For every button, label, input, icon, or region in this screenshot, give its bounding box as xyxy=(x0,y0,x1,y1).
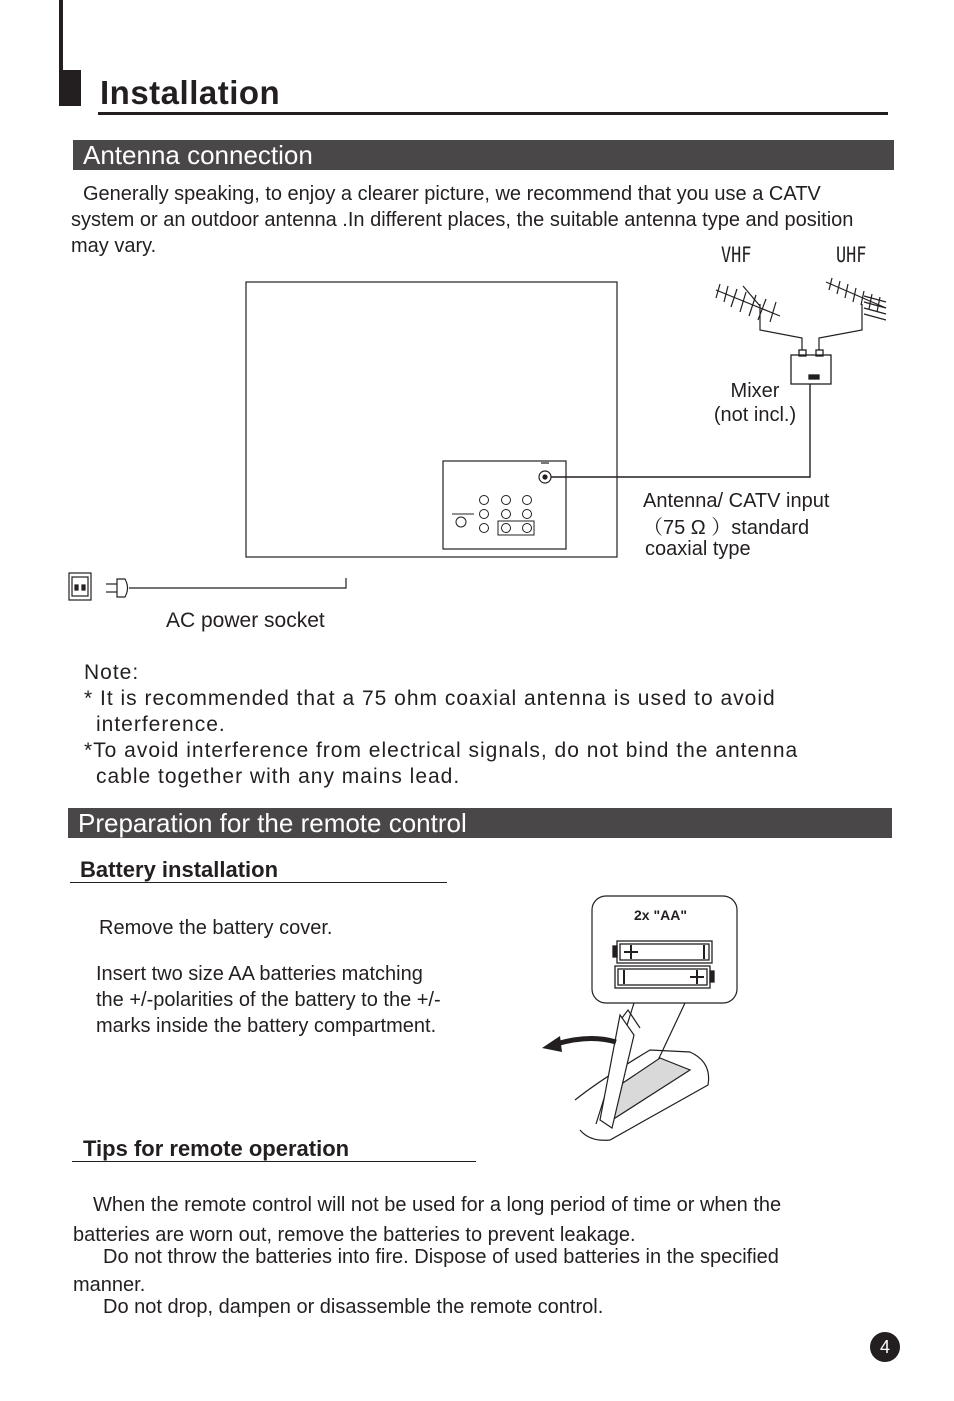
vhf-label: VHF xyxy=(721,243,752,267)
battery-step-2-line: marks inside the battery compartment. xyxy=(96,1015,437,1037)
tips-heading: Tips for remote operation xyxy=(83,1136,350,1161)
note-line: *To avoid interference from electrical signals, do not bind the antenna xyxy=(84,739,799,762)
antenna-section-heading: Antenna connection xyxy=(73,140,894,170)
uhf-label: UHF xyxy=(836,243,867,267)
tips-line: When the remote control will not be used for a long period of time or when the xyxy=(93,1194,782,1216)
remote-section-heading: Preparation for the remote control xyxy=(68,808,892,838)
mixer-label-line2: (not incl.) xyxy=(713,404,797,426)
antenna-input-label-line1: Antenna/ CATV input xyxy=(643,490,830,512)
remote-control-icon xyxy=(575,1010,709,1140)
tips-heading-rule xyxy=(72,1161,476,1162)
battery-step-1: Remove the battery cover. xyxy=(99,917,333,939)
intro-line: Generally speaking, to enjoy a clearer picture, we recommend that you use a CATV xyxy=(83,183,821,205)
antenna-input-label-line3: coaxial type xyxy=(645,538,751,560)
ac-power-socket-label: AC power socket xyxy=(166,609,325,632)
battery-installation-heading: Battery installation xyxy=(80,857,279,882)
tips-line: batteries are worn out, remove the batteries to prevent leakage. xyxy=(73,1224,636,1246)
tips-paragraph xyxy=(73,1192,873,1320)
note-line: interference. xyxy=(96,713,226,736)
tips-line: Do not throw the batteries into fire. Dispose of used batteries in the specified xyxy=(103,1246,779,1268)
tips-line: Do not drop, dampen or disassemble the remote control. xyxy=(103,1296,604,1318)
battery-callout-label: 2x "AA" xyxy=(634,907,687,923)
tips-line: manner. xyxy=(73,1274,146,1296)
note-title: Note: xyxy=(84,661,140,684)
intro-line: system or an outdoor antenna .In different places, the suitable antenna type and position xyxy=(71,209,854,231)
note-line: * It is recommended that a 75 ohm coaxial antenna is used to avoid xyxy=(84,687,776,710)
intro-line: may vary. xyxy=(71,235,157,257)
page-number-badge: 4 xyxy=(870,1332,900,1362)
battery-step-2-line: Insert two size AA batteries matching xyxy=(96,963,423,985)
antenna-input-label-line2: （75 Ω ）standard xyxy=(643,517,810,539)
note-line: cable together with any mains lead. xyxy=(96,765,461,788)
mixer-label-line1: Mixer xyxy=(730,380,780,402)
battery-step-2-line: the +/-polarities of the battery to the +/- xyxy=(96,989,441,1011)
remove-cover-arrow-icon xyxy=(542,1036,616,1052)
page-title: Installation xyxy=(100,74,281,111)
